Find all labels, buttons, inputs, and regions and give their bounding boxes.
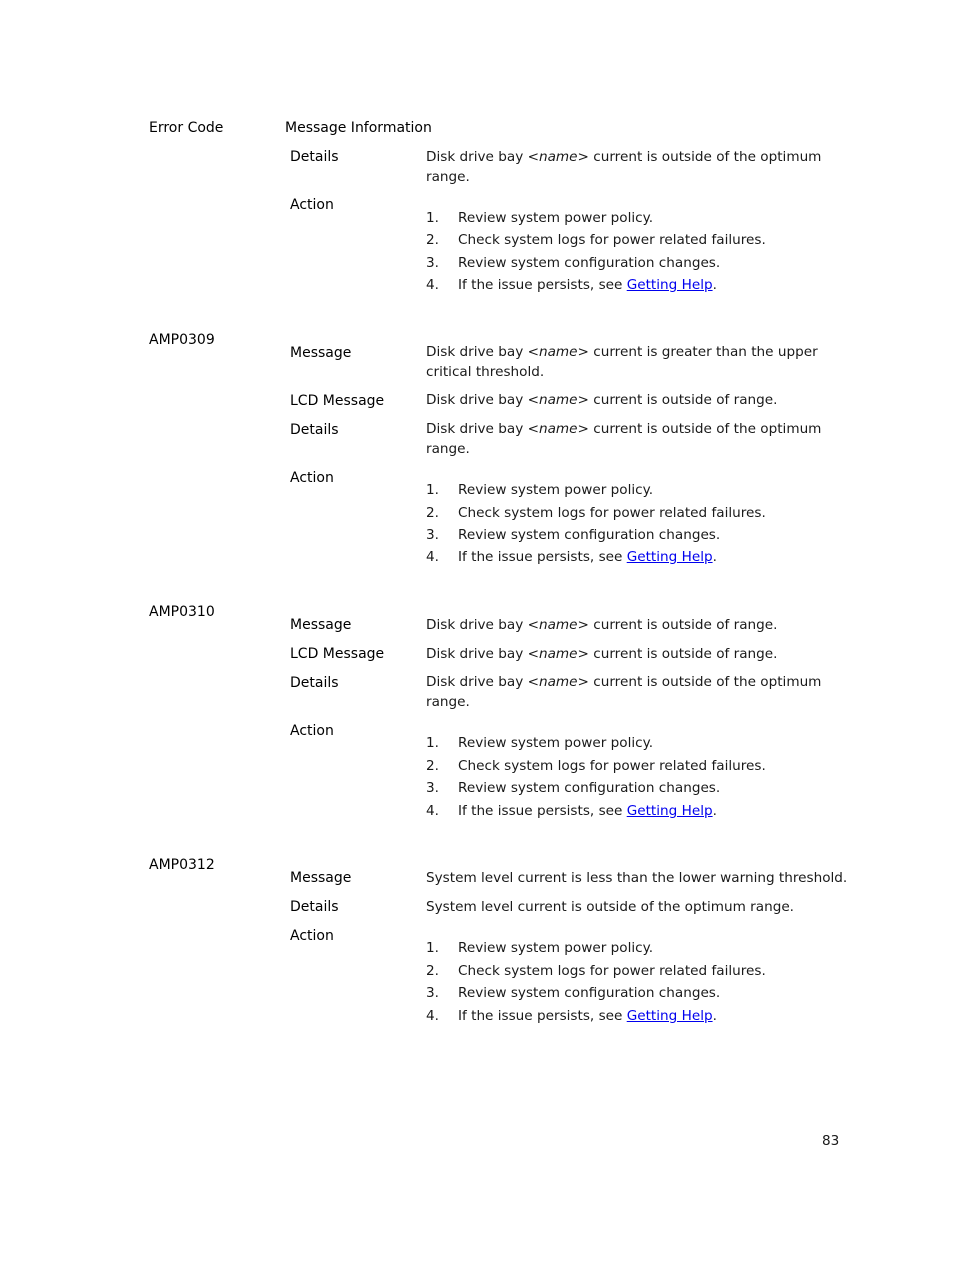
message-label: Message bbox=[290, 870, 352, 886]
getting-help-link[interactable]: Getting Help bbox=[626, 803, 713, 819]
list-number: 1. bbox=[426, 940, 439, 956]
action-item: Review system configuration changes. bbox=[458, 780, 721, 796]
page-number: 83 bbox=[822, 1133, 840, 1149]
details-label: Details bbox=[290, 149, 339, 165]
details-text: Disk drive bay <name> current is outside of the optimum bbox=[426, 421, 822, 437]
column-header-message-information: Message Information bbox=[285, 120, 432, 136]
lcd-message-label: LCD Message bbox=[290, 393, 385, 409]
action-label: Action bbox=[290, 197, 334, 213]
error-code: AMP0312 bbox=[149, 857, 215, 873]
message-text: Disk drive bay <name> current is outside of range. bbox=[426, 617, 778, 633]
action-label: Action bbox=[290, 723, 334, 739]
message-text-line2: critical threshold. bbox=[426, 364, 545, 380]
column-header-error-code: Error Code bbox=[149, 120, 224, 136]
details-label: Details bbox=[290, 899, 339, 915]
message-text: Disk drive bay <name> current is greater than the upper bbox=[426, 344, 818, 360]
details-text: Disk drive bay <name> current is outside of the optimum bbox=[426, 674, 822, 690]
details-label: Details bbox=[290, 675, 339, 691]
list-number: 1. bbox=[426, 735, 439, 751]
list-number: 3. bbox=[426, 527, 439, 543]
action-item: Review system power policy. bbox=[458, 482, 654, 498]
details-text: Disk drive bay <name> current is outside of the optimum bbox=[426, 149, 822, 165]
action-label: Action bbox=[290, 928, 334, 944]
getting-help-link[interactable]: Getting Help bbox=[626, 1008, 713, 1024]
action-item: Check system logs for power related failures. bbox=[458, 758, 766, 774]
list-number: 4. bbox=[426, 549, 439, 565]
list-number: 2. bbox=[426, 758, 439, 774]
details-text-line2: range. bbox=[426, 169, 470, 185]
lcd-message-label: LCD Message bbox=[290, 646, 385, 662]
lcd-message-text: Disk drive bay <name> current is outside of range. bbox=[426, 392, 778, 408]
list-number: 2. bbox=[426, 232, 439, 248]
details-text-line2: range. bbox=[426, 694, 470, 710]
getting-help-link[interactable]: Getting Help bbox=[626, 277, 713, 293]
action-item: Review system power policy. bbox=[458, 940, 654, 956]
action-item: If the issue persists, see Getting Help. bbox=[458, 1008, 717, 1024]
list-number: 3. bbox=[426, 255, 439, 271]
list-number: 1. bbox=[426, 482, 439, 498]
action-item: Review system configuration changes. bbox=[458, 527, 721, 543]
list-number: 3. bbox=[426, 985, 439, 1001]
action-item: If the issue persists, see Getting Help. bbox=[458, 277, 717, 293]
list-number: 2. bbox=[426, 505, 439, 521]
action-item: Review system configuration changes. bbox=[458, 255, 721, 271]
message-label: Message bbox=[290, 617, 352, 633]
action-item: Check system logs for power related failures. bbox=[458, 505, 766, 521]
error-code: AMP0310 bbox=[149, 604, 215, 620]
list-number: 2. bbox=[426, 963, 439, 979]
list-number: 4. bbox=[426, 277, 439, 293]
list-number: 4. bbox=[426, 1008, 439, 1024]
details-text: System level current is outside of the optimum range. bbox=[426, 899, 795, 915]
message-text: System level current is less than the lower warning threshold. bbox=[426, 870, 848, 886]
action-item: Check system logs for power related failures. bbox=[458, 963, 766, 979]
action-item: If the issue persists, see Getting Help. bbox=[458, 549, 717, 565]
action-label: Action bbox=[290, 470, 334, 486]
action-item: If the issue persists, see Getting Help. bbox=[458, 803, 717, 819]
action-item: Check system logs for power related failures. bbox=[458, 232, 766, 248]
details-text-line2: range. bbox=[426, 441, 470, 457]
message-label: Message bbox=[290, 345, 352, 361]
getting-help-link[interactable]: Getting Help bbox=[626, 549, 713, 565]
list-number: 1. bbox=[426, 210, 439, 226]
action-item: Review system power policy. bbox=[458, 735, 654, 751]
action-item: Review system configuration changes. bbox=[458, 985, 721, 1001]
lcd-message-text: Disk drive bay <name> current is outside of range. bbox=[426, 646, 778, 662]
list-number: 3. bbox=[426, 780, 439, 796]
list-number: 4. bbox=[426, 803, 439, 819]
details-label: Details bbox=[290, 422, 339, 438]
error-code: AMP0309 bbox=[149, 332, 215, 348]
action-item: Review system power policy. bbox=[458, 210, 654, 226]
